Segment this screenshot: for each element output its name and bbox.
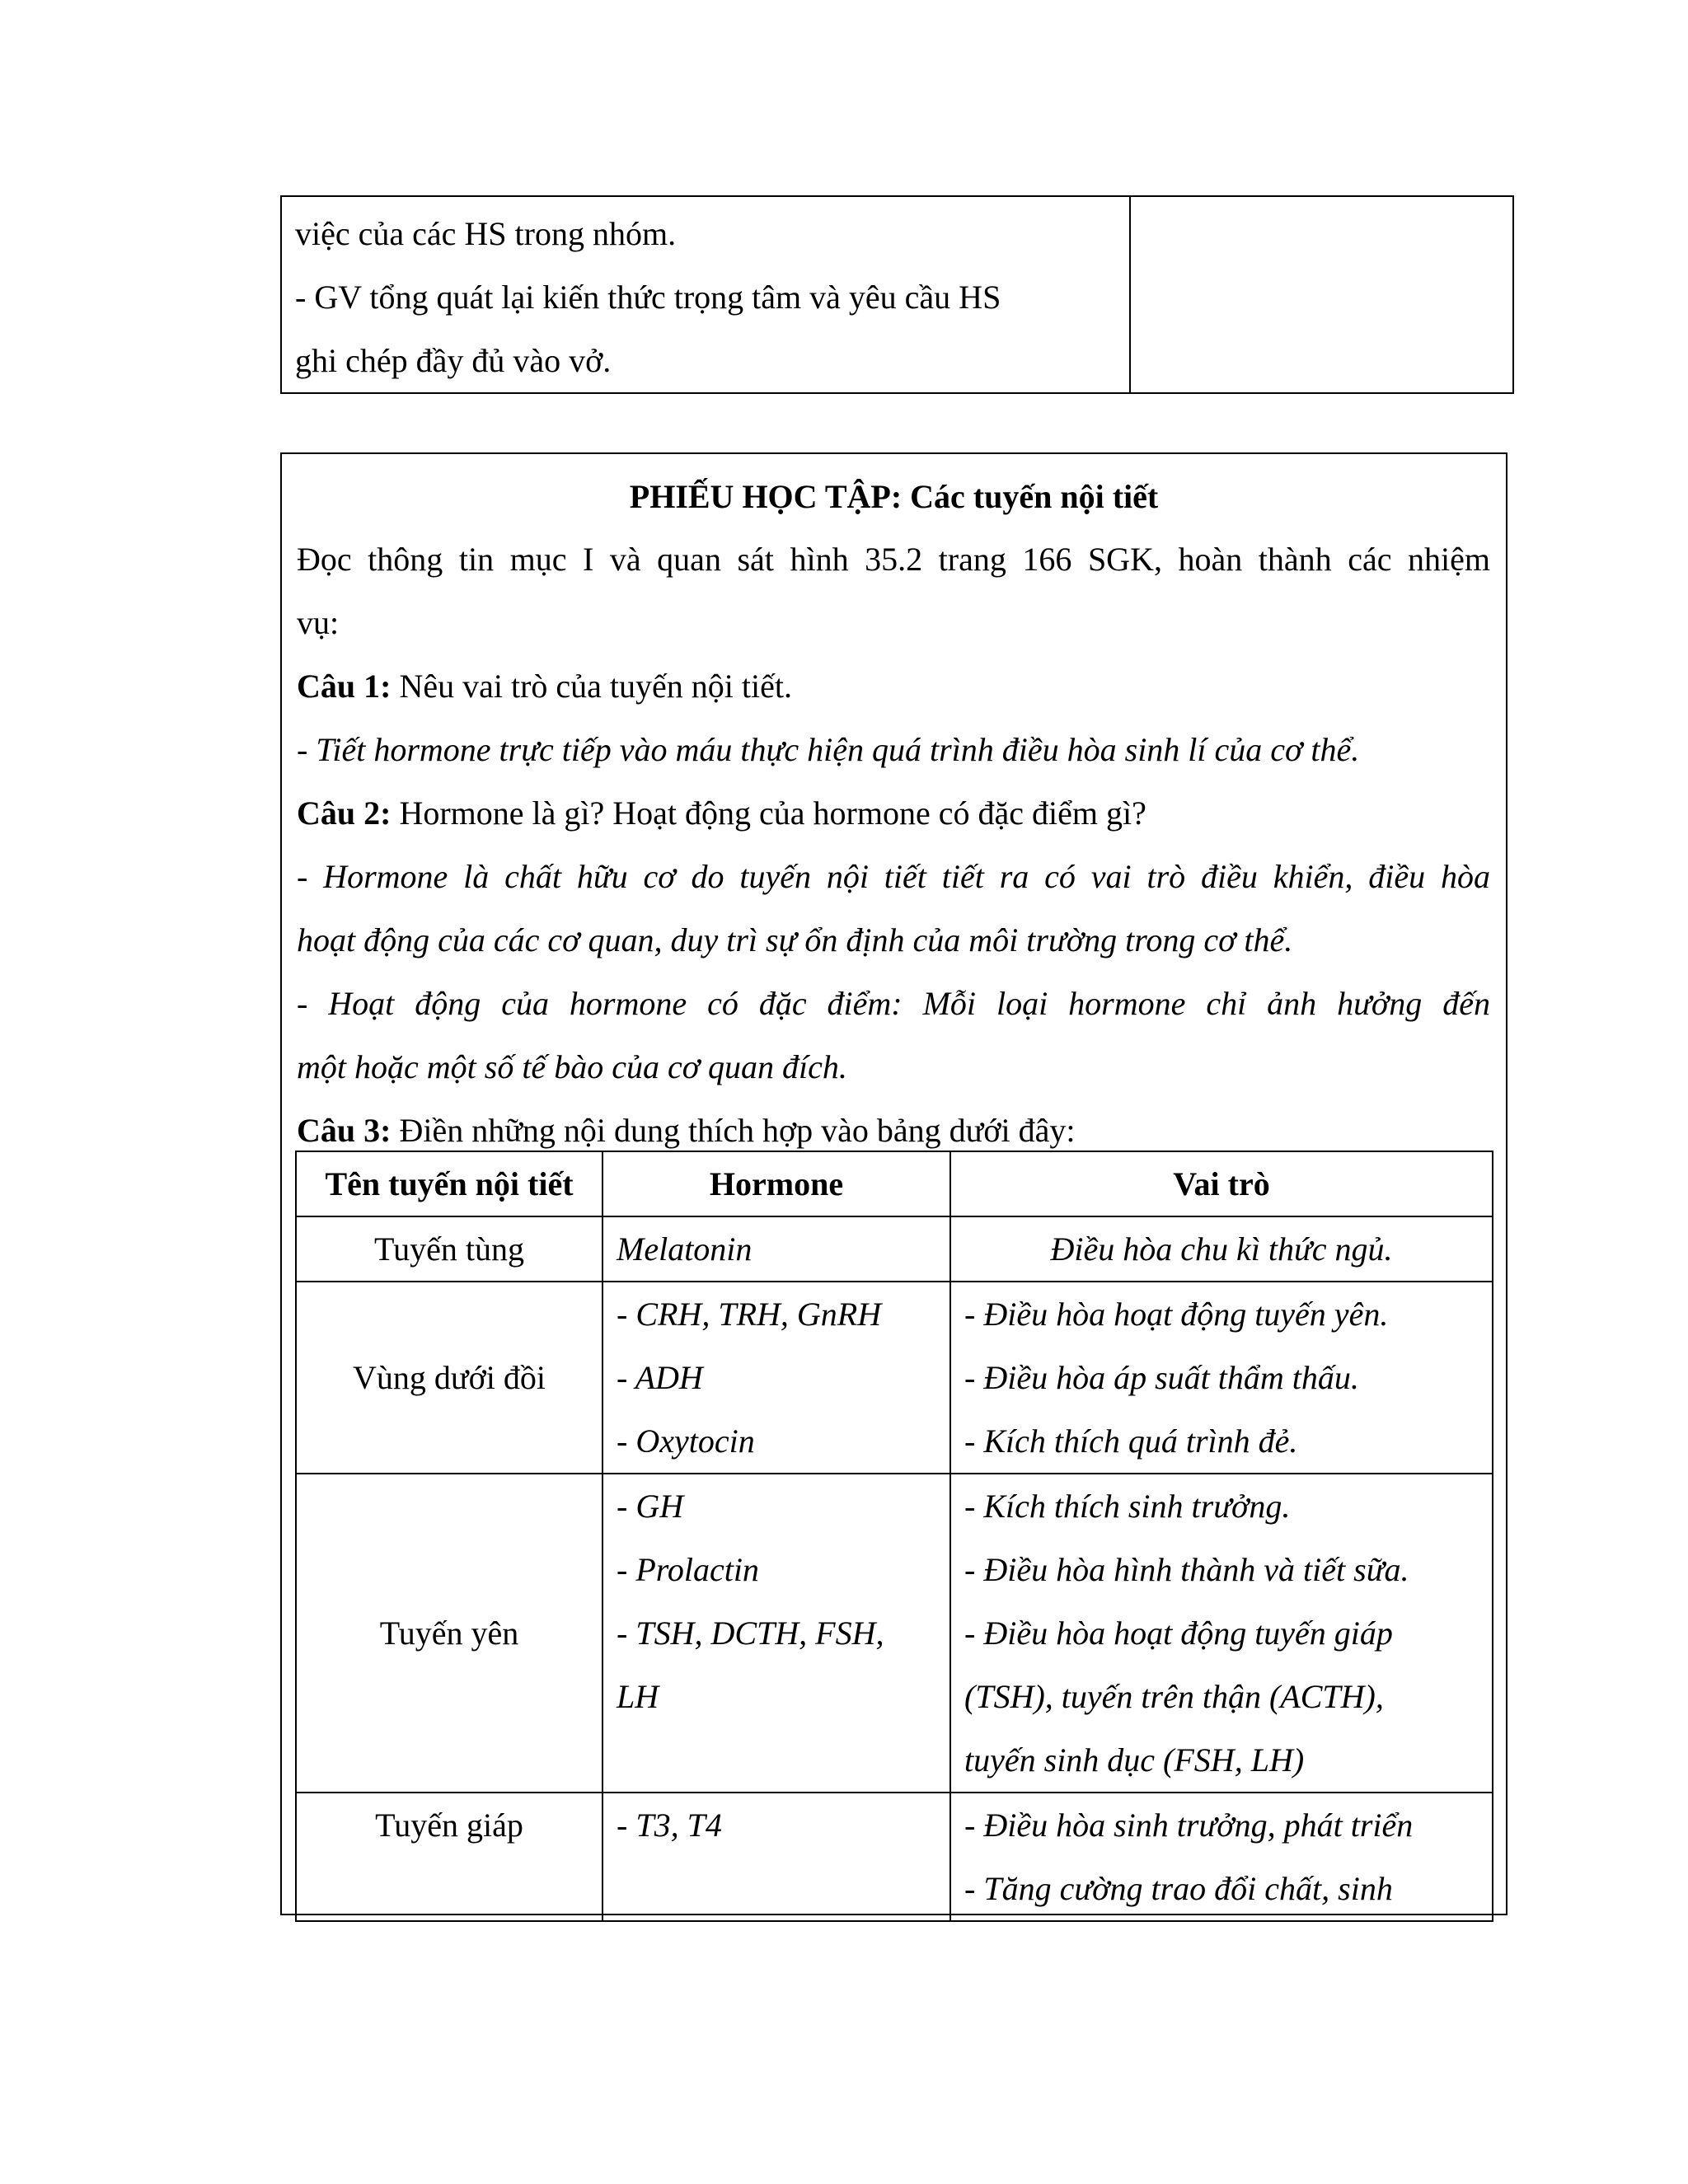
answer-2-line: - Hoạt động của hormone có đặc điểm: Mỗi loại hormone chỉ ảnh hưởng đến [297, 985, 1490, 1022]
column-header: Vai trò [950, 1151, 1493, 1216]
role-cell: - Điều hòa hoạt động tuyến yên. - Điều hòa áp suất thẩm thấu. - Kích thích quá trình đẻ. [950, 1282, 1493, 1474]
hormone-cell: - GH - Prolactin - TSH, DCTH, FSH, LH [603, 1474, 950, 1793]
question-text: Nêu vai trò của tuyến nội tiết. [391, 668, 792, 705]
question-text: Điền những nội dung thích hợp vào bảng dưới đây: [391, 1112, 1076, 1149]
worksheet-title: PHIẾU HỌC TẬP: Các tuyến nội tiết [629, 478, 1159, 515]
question-label: Câu 1: [297, 668, 392, 705]
column-header: Hormone [603, 1151, 950, 1216]
activity-cell [281, 196, 1130, 393]
intro-line: vụ: [297, 604, 340, 641]
answer-2-line: một hoặc một số tế bào của cơ quan đích. [297, 1048, 847, 1085]
gland-name: Tuyến tùng [296, 1216, 603, 1282]
table-header-row [296, 1151, 1493, 1216]
gland-name: Tuyến yên [296, 1474, 603, 1793]
activity-line: ghi chép đầy đủ vào vở. [295, 342, 612, 379]
hormone-cell: - CRH, TRH, GnRH - ADH - Oxytocin [603, 1282, 950, 1474]
table-row [296, 1216, 1493, 1282]
gland-name: Tuyến giáp [296, 1793, 603, 1921]
column-header: Tên tuyến nội tiết [296, 1151, 603, 1216]
intro-line: Đọc thông tin mục I và quan sát hình 35.2 trang 166 SGK, hoàn thành các nhiệm [297, 541, 1490, 578]
table-row [296, 1282, 1493, 1474]
answer-2-line: - Hormone là chất hữu cơ do tuyến nội tiết tiết ra có vai trò điều khiển, điều hòa [297, 858, 1490, 895]
role-cell: - Điều hòa sinh trưởng, phát triển - Tăng cường trao đổi chất, sinh [950, 1793, 1493, 1921]
question-1 [297, 667, 792, 706]
role-cell: - Kích thích sinh trưởng. - Điều hòa hình thành và tiết sữa. - Điều hòa hoạt động tuyến giáp (TSH), tuyến trên thận (ACTH), tuyến sinh dục (FSH, LH) [950, 1474, 1493, 1793]
question-label: Câu 3: [297, 1112, 392, 1149]
activity-table [280, 195, 1514, 394]
gland-table [295, 1151, 1493, 1922]
question-3 [297, 1111, 1075, 1151]
activity-line: - GV tổng quát lại kiến thức trọng tâm và yêu cầu HS [295, 279, 1001, 316]
answer-1: - Tiết hormone trực tiếp vào máu thực hiện quá trình điều hòa sinh lí của cơ thể. [297, 731, 1360, 768]
table-row [296, 1474, 1493, 1793]
question-text: Hormone là gì? Hoạt động của hormone có đặc điểm gì? [391, 794, 1146, 832]
hormone-cell: - T3, T4 [603, 1793, 950, 1921]
gland-name: Vùng dưới đồi [296, 1282, 603, 1474]
worksheet-box [280, 452, 1507, 1915]
table-row [296, 1793, 1493, 1921]
question-2 [297, 794, 1146, 833]
hormone-cell: Melatonin [603, 1216, 950, 1282]
answer-2-line: hoạt động của các cơ quan, duy trì sự ổn định của môi trường trong cơ thể. [297, 921, 1293, 958]
role-cell: Điều hòa chu kì thức ngủ. [950, 1216, 1493, 1282]
activity-line: việc của các HS trong nhóm. [295, 215, 677, 252]
question-label: Câu 2: [297, 794, 392, 832]
activity-empty-cell [1130, 196, 1513, 393]
